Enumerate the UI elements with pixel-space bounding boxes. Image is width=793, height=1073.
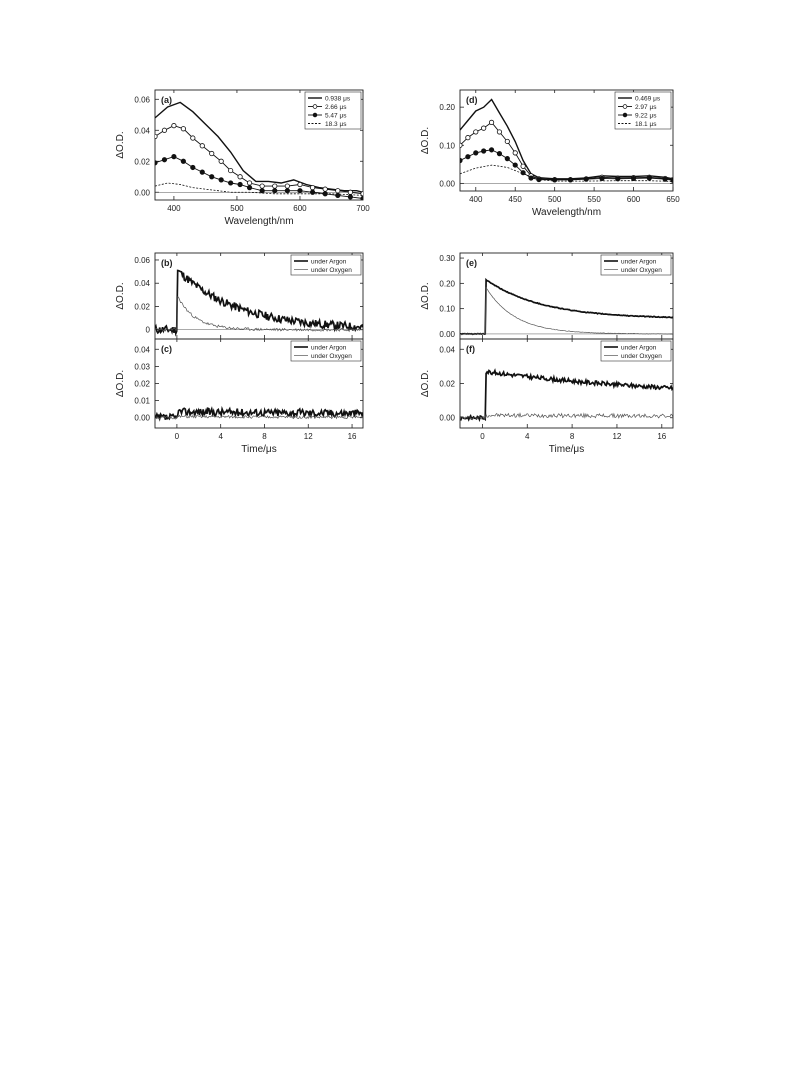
y-tick-label: 0.04: [134, 279, 150, 289]
x-tick-label: 12: [612, 432, 622, 441]
panel-label: (f): [466, 344, 475, 354]
data-point: [260, 189, 264, 193]
data-point: [247, 185, 251, 189]
x-tick-label: 8: [262, 432, 267, 441]
x-axis-label: Time/μs: [548, 444, 585, 455]
data-point: [162, 128, 166, 132]
y-tick-label: 0.00: [439, 329, 455, 339]
y-axis-label: ΔO.D.: [115, 369, 126, 398]
data-point: [191, 165, 195, 169]
y-tick-label: 0.02: [439, 379, 455, 389]
legend-entry: under Oxygen: [621, 352, 662, 360]
data-point: [260, 184, 264, 188]
y-tick-label: 0.06: [134, 95, 150, 105]
data-point: [521, 164, 525, 168]
y-tick-label: 0.30: [439, 254, 455, 264]
x-tick-label: 450: [508, 195, 522, 204]
x-tick-label: 400: [167, 204, 181, 213]
data-point: [210, 175, 214, 179]
y-tick-label: 0.04: [134, 126, 150, 136]
panel-label: (b): [161, 258, 173, 268]
data-point: [153, 161, 157, 165]
data-point: [361, 196, 365, 200]
y-axis-label: ΔO.D.: [115, 282, 126, 310]
panel-f: [420, 339, 673, 455]
y-tick-label: 0.00: [439, 179, 455, 189]
y-tick-label: 0.10: [439, 141, 455, 151]
data-point: [285, 189, 289, 193]
data-point: [238, 182, 242, 186]
series-line: [460, 280, 673, 335]
legend-entry: under Oxygen: [311, 266, 352, 274]
data-point: [600, 176, 604, 180]
y-axis-label: ΔO.D.: [420, 126, 431, 155]
data-point: [348, 195, 352, 199]
panel-label: (a): [161, 95, 172, 105]
data-point: [310, 185, 314, 189]
data-point: [489, 148, 493, 152]
x-tick-label: 0: [480, 432, 485, 441]
data-point: [210, 151, 214, 155]
data-point: [513, 163, 517, 167]
y-axis-label: ΔO.D.: [420, 282, 431, 310]
y-tick-label: 0.01: [134, 396, 150, 406]
legend: [615, 92, 671, 129]
data-point: [228, 168, 232, 172]
x-tick-label: 4: [218, 432, 223, 441]
legend-entry: 18.3 μs: [325, 120, 347, 128]
y-tick-label: 0.00: [134, 188, 150, 198]
y-tick-label: 0.20: [439, 279, 455, 289]
legend-entry: under Argon: [311, 258, 347, 266]
data-point: [489, 120, 493, 124]
x-axis-label: Wavelength/nm: [531, 207, 602, 218]
series-line: [460, 288, 673, 335]
legend-entry: 2.66 μs: [325, 103, 347, 111]
data-point: [647, 176, 651, 180]
x-tick-label: 600: [293, 204, 307, 213]
legend-marker: [623, 113, 627, 117]
legend-entry: under Oxygen: [311, 352, 352, 360]
plot-area: [155, 271, 363, 334]
y-tick-label: 0.06: [134, 255, 150, 265]
data-point: [458, 143, 462, 147]
panel-label: (d): [466, 95, 478, 105]
panel-label: (e): [466, 258, 477, 268]
legend-entry: under Argon: [311, 344, 347, 352]
x-tick-label: 0: [174, 432, 180, 441]
x-tick-label: 600: [626, 195, 641, 204]
data-point: [458, 158, 462, 162]
data-point: [181, 127, 185, 131]
plot-area: [460, 371, 673, 420]
data-point: [200, 170, 204, 174]
y-tick-label: 0.04: [134, 345, 150, 355]
data-point: [191, 136, 195, 140]
x-axis-label: Wavelength/nm: [224, 216, 294, 227]
panel-a: [115, 90, 370, 227]
data-point: [323, 187, 327, 191]
x-tick-label: 700: [356, 204, 370, 213]
data-point: [663, 177, 667, 181]
legend-marker: [623, 105, 627, 109]
data-point: [200, 144, 204, 148]
y-tick-label: 0.02: [134, 157, 150, 167]
x-tick-label: 8: [569, 432, 575, 441]
data-point: [631, 176, 635, 180]
legend-entry: under Argon: [621, 344, 657, 352]
data-point: [505, 139, 509, 143]
legend-entry: 18.1 μs: [635, 120, 657, 128]
y-tick-label: 0.00: [134, 413, 150, 423]
x-tick-label: 16: [347, 432, 357, 441]
data-point: [153, 134, 157, 138]
data-point: [228, 181, 232, 185]
series-line: [155, 126, 363, 194]
x-tick-label: 550: [587, 195, 601, 204]
data-point: [273, 189, 277, 193]
data-point: [162, 158, 166, 162]
y-axis-label: ΔO.D.: [420, 369, 431, 398]
data-point: [219, 159, 223, 163]
plot-area: [460, 280, 673, 335]
panel-d: [420, 90, 680, 218]
y-tick-label: 0.02: [134, 379, 150, 389]
legend-entry: 0.469 μs: [635, 95, 661, 103]
data-point: [671, 178, 675, 182]
data-point: [474, 151, 478, 155]
panel-e: [420, 253, 673, 339]
x-tick-label: 400: [469, 195, 483, 204]
panel-c: [115, 339, 363, 455]
y-tick-label: 0.20: [439, 103, 455, 113]
data-point: [172, 154, 176, 158]
data-point: [247, 181, 251, 185]
series-line: [460, 413, 673, 419]
x-tick-label: 500: [547, 195, 562, 204]
legend-entry: 2.97 μs: [635, 103, 657, 111]
y-tick-label: 0.04: [439, 345, 455, 355]
legend: [305, 92, 361, 129]
data-point: [219, 178, 223, 182]
x-axis-label: Time/μs: [241, 444, 277, 455]
data-point: [172, 123, 176, 127]
legend: [601, 341, 671, 361]
panel-b: [115, 253, 363, 339]
data-point: [298, 189, 302, 193]
data-point: [481, 149, 485, 153]
legend: [601, 255, 671, 275]
legend-entry: under Argon: [621, 258, 657, 266]
plot-area: [155, 408, 363, 419]
legend-marker: [313, 113, 317, 117]
y-tick-label: 0.02: [134, 302, 150, 312]
data-point: [505, 156, 509, 160]
legend-entry: under Oxygen: [621, 266, 662, 274]
panel-label: (c): [161, 344, 172, 354]
legend-entry: 9.22 μs: [635, 112, 657, 120]
x-tick-label: 16: [657, 432, 667, 441]
y-tick-label: 0.03: [134, 362, 150, 372]
legend: [291, 255, 361, 275]
x-tick-label: 650: [666, 195, 680, 204]
y-axis-label: ΔO.D.: [115, 131, 126, 159]
x-tick-label: 4: [525, 432, 530, 441]
legend: [291, 341, 361, 361]
y-tick-label: 0.00: [439, 413, 455, 423]
x-tick-label: 500: [230, 204, 244, 213]
legend-marker: [313, 105, 317, 109]
data-point: [348, 190, 352, 194]
series-line: [155, 271, 363, 334]
data-point: [513, 151, 517, 155]
series-line: [460, 371, 673, 420]
data-point: [285, 184, 289, 188]
data-point: [336, 189, 340, 193]
data-point: [474, 130, 478, 134]
y-tick-label: 0: [145, 325, 150, 335]
data-point: [298, 182, 302, 186]
data-point: [273, 184, 277, 188]
legend-entry: 0.938 μs: [325, 95, 351, 103]
data-point: [466, 154, 470, 158]
legend-entry: 5.47 μs: [325, 112, 347, 120]
data-point: [181, 159, 185, 163]
data-point: [238, 175, 242, 179]
data-point: [466, 135, 470, 139]
data-point: [481, 126, 485, 130]
data-point: [497, 130, 501, 134]
data-point: [497, 151, 501, 155]
y-tick-label: 0.10: [439, 304, 455, 314]
x-tick-label: 12: [303, 432, 313, 441]
